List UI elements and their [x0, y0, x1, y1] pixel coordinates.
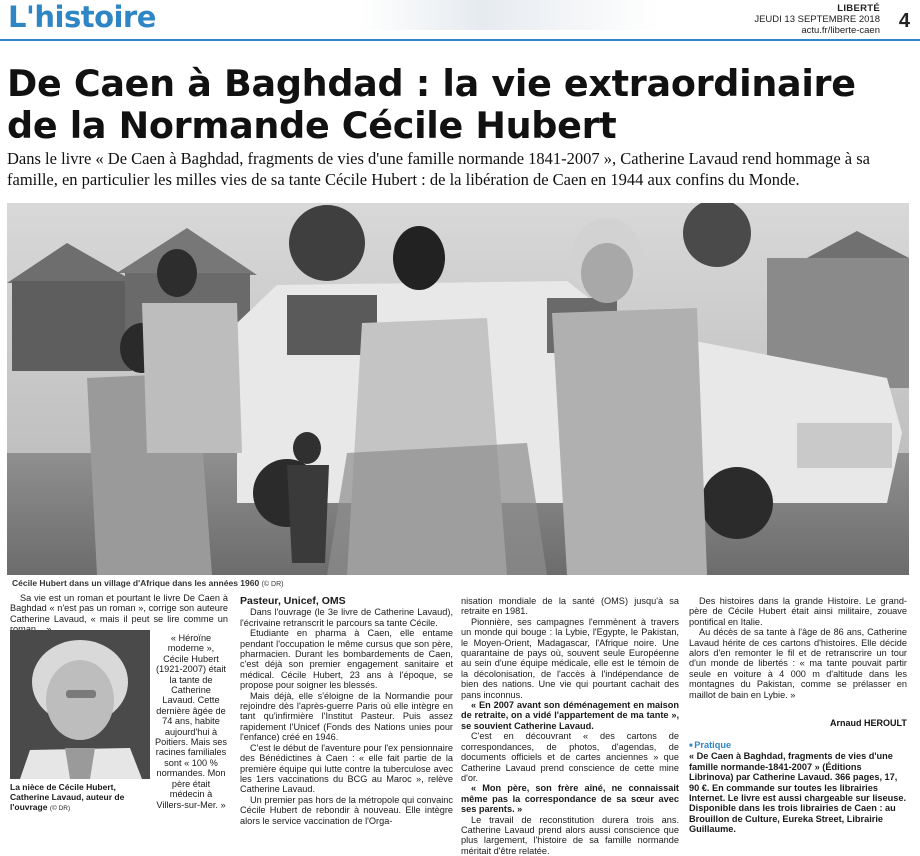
photo-caption-text: Cécile Hubert dans un village d'Afrique dans les années 1960 [12, 578, 260, 588]
author-signature: Arnaud HEROULT [830, 718, 907, 728]
paragraph: C'est en découvrant « des cartons de correspondances, de photos, d'agendas, de documents officiels et de cartes anciennes » que Catherine Lavaud prend conscience de cette mine d'or. [461, 731, 679, 783]
column-3 [461, 596, 679, 856]
column-1-intro [10, 593, 228, 635]
portrait-caption [10, 782, 150, 814]
masthead-ghost [360, 0, 660, 30]
practical-info-text: « De Caen à Baghdad, fragments de vies d'une famille normande-1841-2007 » (Éditions Librinova) par Catherine Lavaud. 366 pages, 17, 90 €. En commande sur toutes les librairies Internet. Le livre est aussi chargeable sur liseuse. Disponible dans les trois librairies de Caen : au Brouillon de Culture, Eureka Street, Librairie Guillaume. [689, 751, 907, 835]
main-photo [7, 203, 909, 575]
column-4 [689, 596, 907, 700]
paragraph: Le travail de reconstitution durera trois ans. Catherine Lavaud prend alors aussi conscience que plus largement, l'histoire de sa famille normande méritait d'être relatée. [461, 814, 679, 856]
paragraph: Dans l'ouvrage (le 3e livre de Catherine Lavaud), l'écrivaine retranscrit le parcours sa tante Cécile. [240, 607, 453, 628]
portrait-credit: (© DR) [49, 805, 71, 812]
paragraph: nisation mondiale de la santé (OMS) jusqu'à sa retraite en 1981. [461, 596, 679, 617]
quote-paragraph: « Mon père, son frère aîné, ne connaissait même pas la correspondance de sa sœur avec ses parents. » [461, 783, 679, 815]
column-1-side [155, 633, 227, 810]
masthead [754, 3, 880, 36]
headline-line-1: De Caen à Baghdad : la vie extraordinaire [7, 62, 856, 105]
photo-caption [12, 578, 283, 588]
photo-illustration [7, 203, 909, 575]
standfirst: Dans le livre « De Caen à Baghdad, fragments de vies d'une famille normande 1841-2007 », Catherine Lavaud rend hommage à sa famille, en particulier les milles vies de sa tante Cécile Hubert : de la libération de Caen en 1944 aux confins du Monde. [7, 149, 870, 189]
section-rubric: L'histoire [8, 0, 156, 34]
quote-paragraph: « En 2007 avant son déménagement en maison de retraite, on a vidé l'appartement de ma tante », se souvient Catherine Lavaud. [461, 700, 679, 731]
headline-line-2: de la Normande Cécile Hubert [7, 104, 617, 147]
issue-date: JEUDI 13 SEPTEMBRE 2018 [754, 14, 880, 25]
paragraph: Au décès de sa tante à l'âge de 86 ans, Catherine Lavaud hérite de ces cartons d'histoires. Elle décide alors d'en remonter le fil et de retranscrire un tour d'un monde de libertés : « ma tante pouvait partir seule en voiture à 4 000 m d'altitude dans les montagnes du Pakistan, comme se prélasser en maillot de bain en Lybie. » [689, 627, 907, 700]
paragraph: Un premier pas hors de la métropole qui convainc Cécile Hubert de rebondir à nouveau. Elle intègre alors le service vaccination de l'Orga- [240, 794, 453, 826]
paragraph: Pionnière, ses campagnes l'emmènent à travers un monde qui bouge : la Lybie, l'Egypte, le Pakistan, le Moyen-Orient, Madagascar, l'Afrique noire. Une quarantaine de pays où, souvent seule Européenne au sein d'une équipe médicale, elle est le témoin de la décolonisation, de l'accès à l'indépendance de bien des nations. Une vie qui pourtant cachait des pans inconnus. [461, 616, 679, 700]
page-header [0, 0, 920, 40]
portrait-photo [10, 630, 150, 779]
paragraph: Etudiante en pharma à Caen, elle entame pendant l'occupation le même cursus que son père, pharmacien. Durant les bombardements de Caen, c'est déjà son premier engagement sanitaire et médical. Cécile Hubert, 23 ans à l'époque, se propose pour soigner les blessés. [240, 628, 453, 691]
intro-paragraph: Sa vie est un roman et pourtant le livre De Caen à Baghdad « n'est pas un roman », corrige son auteure Catherine Lavaud, « mais il peut se lire comme un [10, 593, 228, 624]
page-number: 4 [898, 10, 910, 32]
paragraph: C'est le début de l'aventure pour l'ex pensionnaire des Bénédictines à Caen : « elle fait partie de la première équipe qui lutte contre la tuberculose avec les 1ers vaccinations du BCG au Maroc », relève Catherine Lavaud. [240, 742, 453, 795]
portrait-caption-text: La nièce de Cécile Hubert, Catherine Lavaud, auteur de l'ouvrage [10, 782, 125, 812]
practical-info-tag: ■ Pratique [689, 740, 907, 751]
portrait-illustration [10, 630, 150, 779]
paragraph: Mais déjà, elle s'éloigne de la Normandie pour rejoindre dès l'après-guerre Paris où elle intègre en tant qu'infirmière l'Institut Pasteur. Puis assez rapidement l'Unicef (Fonds des Nations unies pour l'enfance) créé en 1946. [240, 690, 453, 743]
header-rule [0, 39, 920, 41]
side-paragraph: « Héroïne moderne », Cécile Hubert (1921-2007) était la tante de Catherine Lavaud. Cette dernière âgée de 74 ans, habite aujourd'hui à Poitiers. Mais ses racines familiales sont « 100 % normandes. Mon père était médecin à Villers-sur-Mer. » [155, 633, 227, 810]
subheading: Pasteur, Unicef, OMS [240, 595, 346, 607]
website: actu.fr/liberte-caen [801, 25, 880, 36]
paragraph: Des histoires dans la grande Histoire. Le grand-père de Cécile Hubert était ainsi militaire, zouave pontifical en Italie. [689, 596, 907, 627]
practical-info-box [689, 740, 907, 835]
column-2 [240, 596, 453, 826]
headline [7, 63, 907, 147]
newspaper-name: LIBERTÉ [837, 3, 880, 14]
photo-credit: (© DR) [261, 581, 284, 588]
